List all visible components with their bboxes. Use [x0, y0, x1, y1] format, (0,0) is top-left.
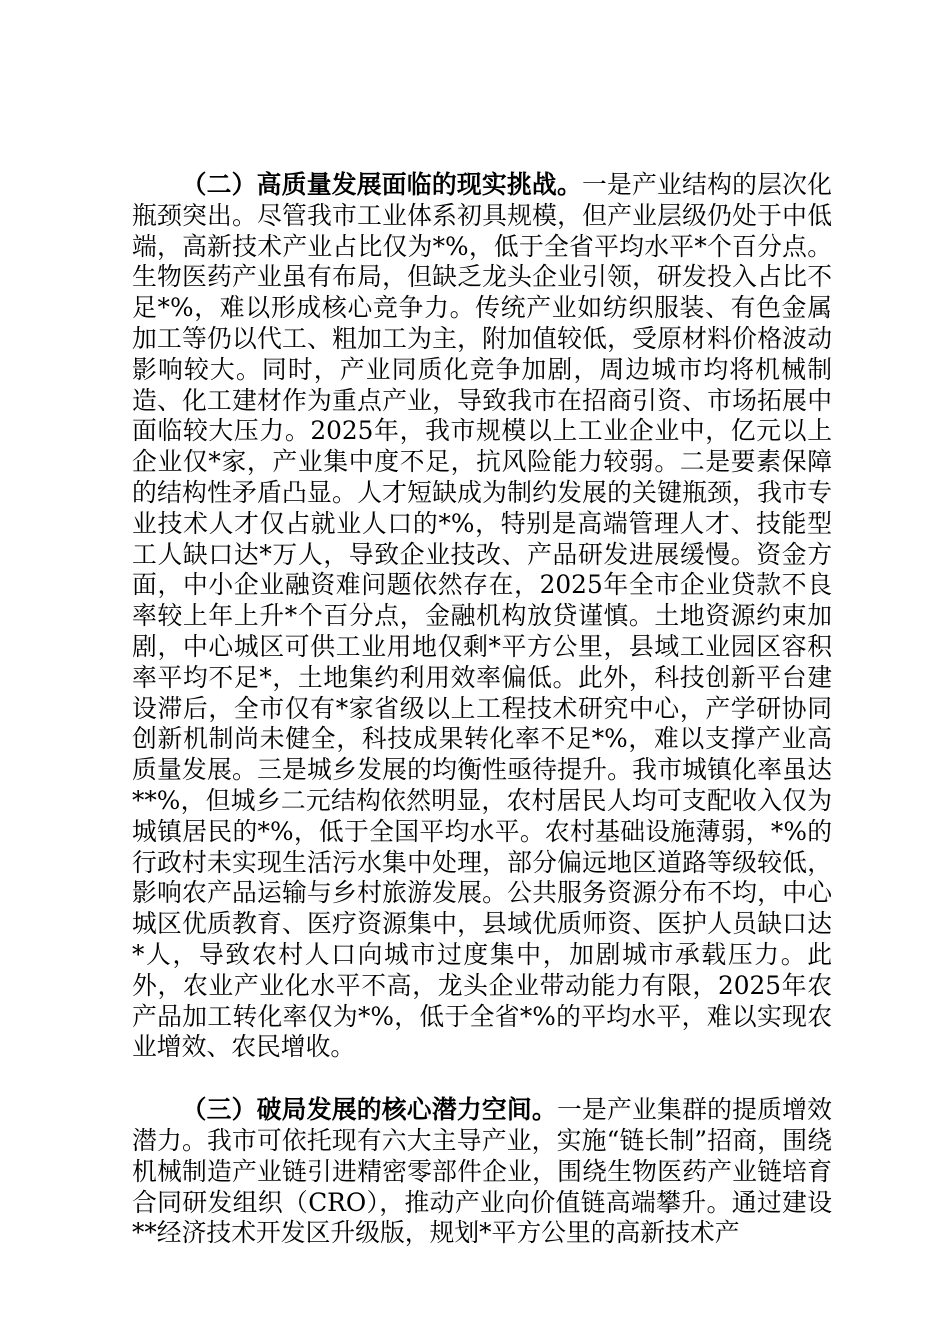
- section-paragraph-2: [132, 170, 832, 1063]
- section-heading-2: （二）高质量发展面临的现实挑战。: [181, 170, 582, 199]
- section-paragraph-3: [132, 1095, 832, 1249]
- document-page: [132, 170, 832, 1249]
- section-body-2: 一是产业结构的层次化瓶颈突出。尽管我市工业体系初具规模，但产业层级仍处于中低端，高新技术产业占比仅为*%，低于全省平均水平*个百分点。生物医药产业虽有布局，但缺乏龙头企业引领，研发投入占比不足*%，难以形成核心竞争力。传统产业如纺织服装、有色金属加工等仍以代工、粗加工为主，附加值较低，受原材料价格波动影响较大。同时，产业同质化竞争加剧，周边城市均将机械制造、化工建材作为重点产业，导致我市在招商引资、市场拓展中面临较大压力。2025年，我市规模以上工业企业中，亿元以上企业仅*家，产业集中度不足，抗风险能力较弱。二是要素保障的结构性矛盾凸显。人才短缺成为制约发展的关键瓶颈，我市专业技术人才仅占就业人口的*%，特别是高端管理人才、技能型工人缺口达*万人，导致企业技改、产品研发进展缓慢。资金方面，中小企业融资难问题依然存在，2025年全市企业贷款不良率较上年上升*个百分点，金融机构放贷谨慎。土地资源约束加剧，中心城区可供工业用地仅剩*平方公里，县域工业园区容积率平均不足*，土地集约利用效率偏低。此外，科技创新平台建设滞后，全市仅有*家省级以上工程技术研究中心，产学研协同创新机制尚未健全，科技成果转化率不足*%，难以支撑产业高质量发展。三是城乡发展的均衡性亟待提升。我市城镇化率虽达**%，但城乡二元结构依然明显，农村居民人均可支配收入仅为城镇居民的*%，低于全国平均水平。农村基础设施薄弱，*%的行政村未实现生活污水集中处理，部分偏远地区道路等级较低，影响农产品运输与乡村旅游发展。公共服务资源分布不均，中心城区优质教育、医疗资源集中，县域优质师资、医护人员缺口达*人，导致农村人口向城市过度集中，加剧城市承载压力。此外，农业产业化水平不高，龙头企业带动能力有限，2025年农产品加工转化率仅为*%，低于全省*%的平均水平，难以实现农业增效、农民增收。: [132, 170, 832, 1062]
- section-heading-3: （三）破局发展的核心潜力空间。: [181, 1095, 557, 1125]
- section-body-3: 一是产业集群的提质增效潜力。我市可依托现有六大主导产业，实施“链长制”招商，围绕机械制造产业链引进精密零部件企业，围绕生物医药产业链培育合同研发组织（CRO），推动产业向价值链高端攀升。通过建设**经济技术开发区升级版，规划*平方公里的高新技术产: [132, 1095, 832, 1248]
